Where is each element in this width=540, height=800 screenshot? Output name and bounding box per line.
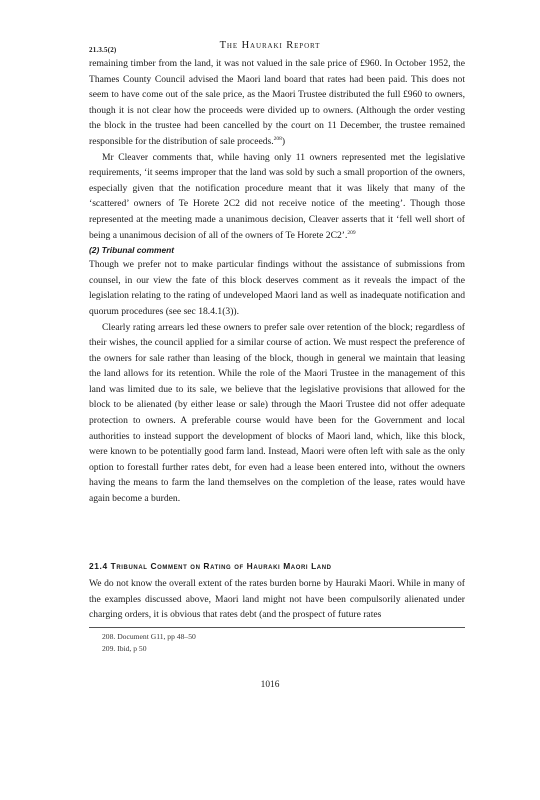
body-text (89, 576, 465, 623)
footnotes (102, 631, 462, 655)
body-text (89, 56, 465, 507)
footnote: 209. Ibid, p 50 (102, 644, 147, 653)
footnote-ref[interactable]: 208 (273, 135, 282, 142)
subsection-heading: (2) Tribunal comment (89, 245, 175, 256)
section-heading: 21.4 Tribunal Comment on Rating of Hauraki Maori Land (89, 561, 332, 571)
page-number: 1016 (260, 680, 280, 690)
paragraph: Though we prefer not to make particular findings without the assistance of submissions from counsel, in our view the fate of this block deserves comment as it reveals the impact of the legislation relating to the rating of undeveloped Maori land as well as inadequate notification and quorum procedures (see sec 18.4.1(3)). (89, 259, 465, 317)
footnote: 208. Document G11, pp 48–50 (102, 632, 196, 641)
footnote-divider (89, 627, 465, 628)
paragraph: We do not know the overall extent of the rates burden borne by Hauraki Maori. While in many of the examples discussed above, Maori land might not have been compulsorily alienated under charging orders, it is obvious that rates debt (and the prospect of future rates (89, 578, 465, 621)
paragraph: remaining timber from the land, it was not valued in the sale price of £960. In October 1952, the Thames County Council advised the Maori land board that rates had been paid. This does not seem to have come out of the sale price, as the Maori Trustee distributed the full £960 to owners, though it is not clear how the proceeds were divided up to owners. (Although the order vesting the block in the trustee had been cancelled by the court on 11 December, the trustee remained responsible for the distribution of sale proceeds.$^{208}$) (89, 58, 465, 147)
section-number: 21.3.5(2) (89, 46, 117, 54)
paragraph: Clearly rating arrears led these owners to prefer sale over retention of the block; regardless of their wishes, the council applied for a similar course of action. We must respect the preference of the owners for sale rather than leasing of the block, though in general we maintain that leasing the land allows for its retention. While the role of the Maori Trustee in the management of this land was limited due to its sale, we believe that the legislative provisions that allowed for the block to be alienated (by either lease or sale) through the Maori Trustee did not offer adequate protection to owners. A preferable course would have been for the Government and local authorities to instead support the development of blocks of Maori land, which, like this block, were known to be potentially good farm land. Instead, Maori were often left with sale as the only option to forestall further rates debt, for even had a lease been entered into, without the owners having the means to farm the land themselves on the completion of the lease, rates would have again become a burden. (89, 321, 465, 505)
running-title: The Hauraki Report (219, 40, 321, 51)
paragraph: Mr Cleaver comments that, while having only 11 owners represented met the legislative requirements, ‘it seems improper that the land was sold by such a small proportion of the owners, especially given that the notification procedure meant that it was likely that many of the ‘scattered’ owners of Te Horete 2C2 did not receive notice of the meeting’. Though those represented at the meeting made a unanimous decision, Cleaver asserts that it ‘fell well short of being a unanimous decision of all of the owners of Te Horete 2C2’.$^{209}$ (89, 151, 465, 241)
footnote-ref[interactable]: 209 (347, 229, 356, 236)
